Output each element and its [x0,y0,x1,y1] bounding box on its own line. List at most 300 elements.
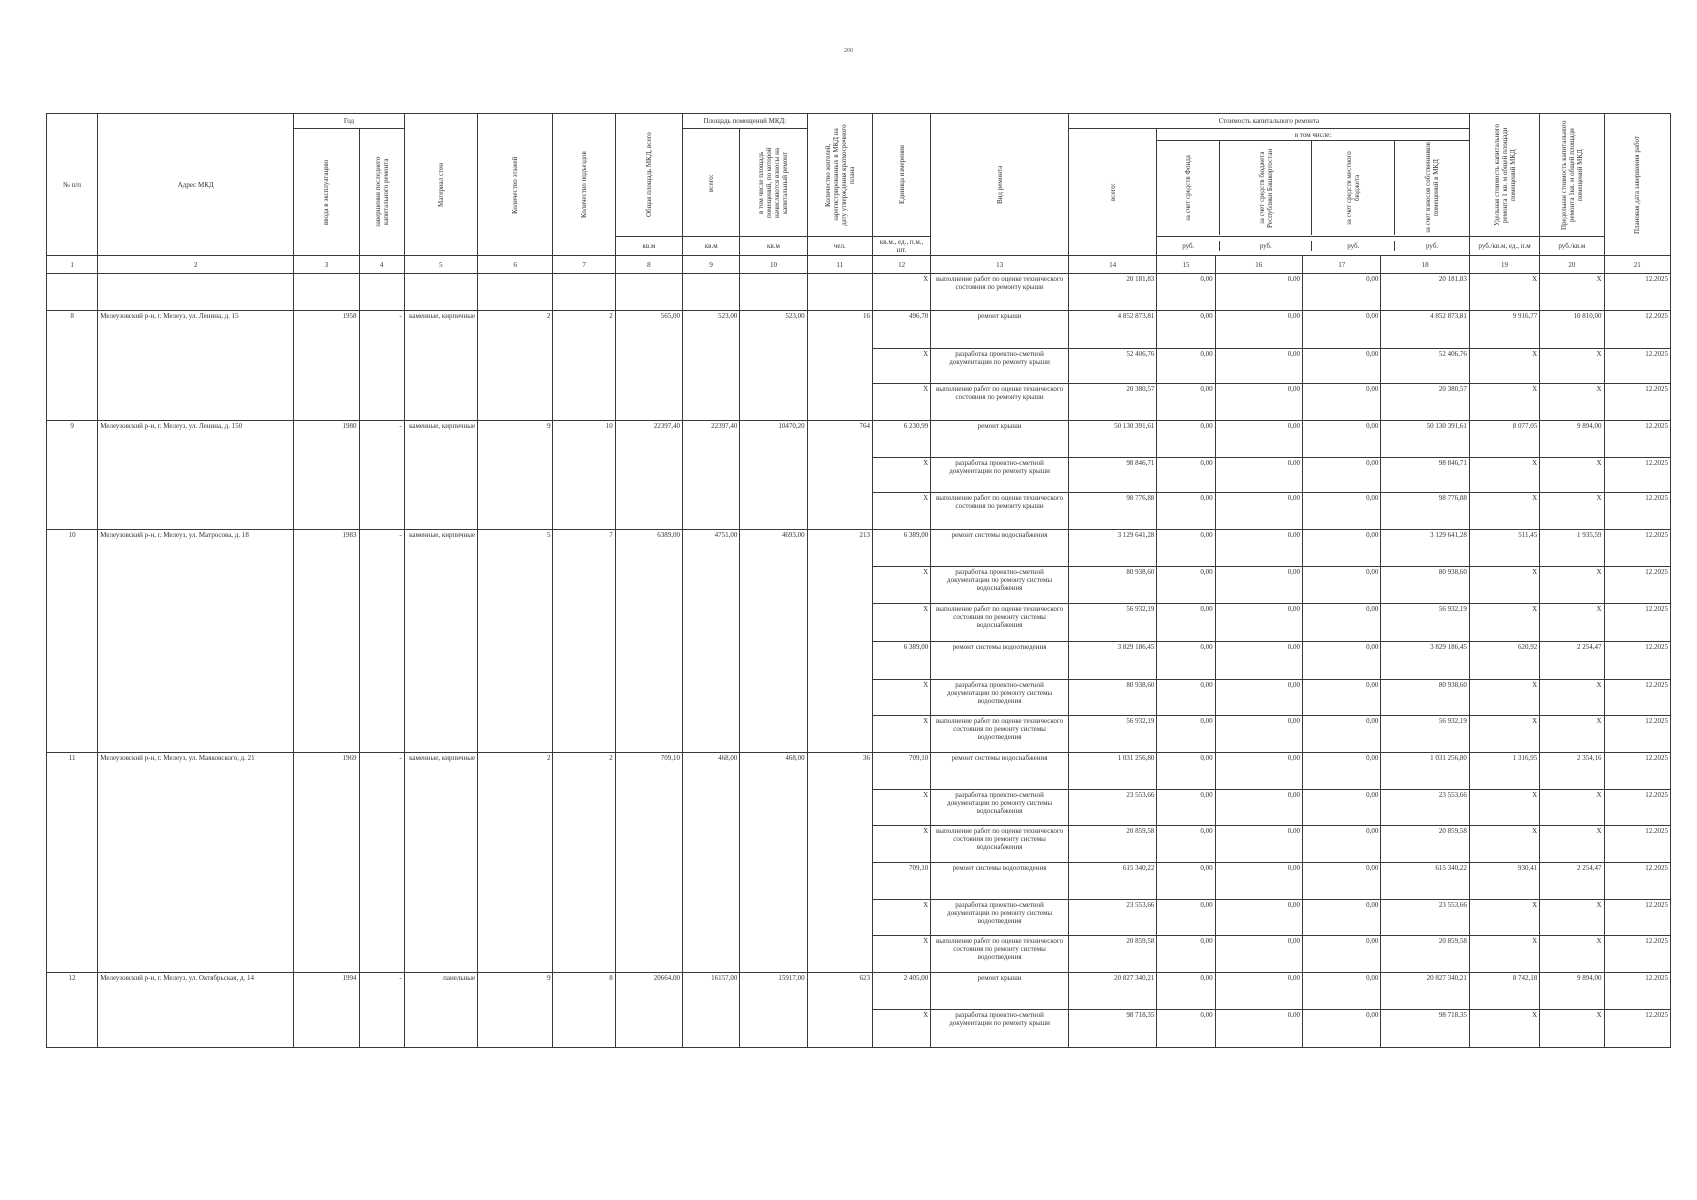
year-commission-cell [294,790,359,826]
unit-cost-cell: 930,41 [1469,863,1539,900]
table-row [47,716,1671,753]
floors-cell [478,790,553,826]
year-last-repair-cell [359,900,404,936]
year-last-repair-cell [359,384,404,421]
wall-material-cell [404,567,477,604]
cost-owners-cell: 50 130 391,61 [1381,421,1469,458]
cost-budget-rb-cell: 0,00 [1215,493,1302,530]
header-fund: за счет средств Фонда [1157,141,1220,235]
max-cost-cell: X [1540,349,1604,384]
column-number: 15 [1157,256,1215,274]
cost-budget-rb-cell: 0,00 [1215,936,1302,973]
work-type-cell: ремонт крыши [931,421,1069,458]
cost-local-cell: 0,00 [1303,900,1381,936]
wall-material-cell [404,790,477,826]
premises-total-cell [683,1010,740,1048]
max-cost-cell: 10 810,00 [1540,311,1604,349]
floors-cell [478,1010,553,1048]
total-area-cell [615,384,682,421]
cost-fund-cell: 0,00 [1157,311,1215,349]
year-last-repair-cell [359,680,404,716]
premises-total-cell [683,384,740,421]
entrances-cell [553,642,615,680]
cost-local-cell: 0,00 [1303,642,1381,680]
table-row [47,530,1671,567]
unit-cell: руб./кв.м [1540,237,1604,256]
quantity-cell: 6 230,99 [872,421,930,458]
residents-cell [807,604,872,642]
work-type-cell: выполнение работ по оценке технического состояния по ремонту системы водоотведения [931,936,1069,973]
cost-total-cell: 615 340,22 [1068,863,1156,900]
header-incl: в том числе: [1157,131,1469,141]
cost-total-cell: 80 938,60 [1068,680,1156,716]
work-type-cell: разработка проектно-сметной документации по ремонту крыши [931,458,1069,493]
cost-local-cell: 0,00 [1303,421,1381,458]
address-cell [98,936,294,973]
entrances-cell: 8 [553,973,615,1010]
unit-cost-cell: X [1469,1010,1539,1048]
wall-material-cell: панельные [404,973,477,1010]
header-local-budget: за счет средств местного бюджета [1312,141,1395,235]
address-cell [98,863,294,900]
residents-cell [807,716,872,753]
quantity-cell: 709,10 [872,753,930,790]
entrances-cell [553,493,615,530]
residents-cell [807,274,872,311]
entrances-cell [553,349,615,384]
cost-budget-rb-cell: 0,00 [1215,567,1302,604]
address-cell [98,900,294,936]
cost-owners-cell: 98 718,35 [1381,1010,1469,1048]
premises-contrib-cell: 15917,00 [740,973,807,1010]
max-cost-cell: 9 894,00 [1540,421,1604,458]
max-cost-cell: X [1540,936,1604,973]
cost-local-cell: 0,00 [1303,826,1381,863]
work-type-cell: выполнение работ по оценке технического состояния по ремонту системы водоснабжения [931,604,1069,642]
row-number [47,567,98,604]
cost-owners-cell: 20 181,83 [1381,274,1469,311]
quantity-cell: X [872,826,930,863]
unit-cell: кв.м [615,237,682,256]
residents-cell: 16 [807,311,872,349]
wall-material-cell [404,716,477,753]
max-cost-cell: 9 894,00 [1540,973,1604,1010]
year-commission-cell [294,1010,359,1048]
entrances-cell [553,1010,615,1048]
total-area-cell [615,274,682,311]
cost-owners-cell: 23 553,66 [1381,900,1469,936]
premises-total-cell [683,493,740,530]
floors-cell [478,458,553,493]
unit-cost-cell: X [1469,680,1539,716]
floors-cell [478,716,553,753]
cost-fund-cell: 0,00 [1157,349,1215,384]
residents-cell [807,567,872,604]
header-premises-total: всего: [683,129,740,237]
cost-owners-cell: 20 380,57 [1381,384,1469,421]
floors-cell [478,826,553,863]
table-row [47,642,1671,680]
work-type-cell: ремонт системы водоотведения [931,863,1069,900]
year-commission-cell [294,900,359,936]
cost-total-cell: 98 846,71 [1068,458,1156,493]
header-year: Год [294,114,405,129]
entrances-cell [553,274,615,311]
header-floors: Количество этажей [478,114,553,256]
premises-total-cell [683,900,740,936]
row-number [47,642,98,680]
cost-fund-cell: 0,00 [1157,567,1215,604]
header-premises-contrib: в том числе площадь помещений, по которой начисляются взносы на капитальный ремонт [740,129,807,237]
cost-total-cell: 20 181,83 [1068,274,1156,311]
premises-contrib-cell [740,680,807,716]
wall-material-cell [404,936,477,973]
wall-material-cell: каменные, кирпичные [404,753,477,790]
premises-total-cell: 4751,00 [683,530,740,567]
cost-total-cell: 80 938,60 [1068,567,1156,604]
table-row [47,384,1671,421]
floors-cell [478,900,553,936]
cost-local-cell: 0,00 [1303,311,1381,349]
year-commission-cell [294,274,359,311]
cost-fund-cell: 0,00 [1157,642,1215,680]
floors-cell [478,384,553,421]
cost-owners-cell: 20 859,58 [1381,826,1469,863]
quantity-cell: 6 389,00 [872,642,930,680]
wall-material-cell [404,1010,477,1048]
year-last-repair-cell: - [359,421,404,458]
premises-total-cell: 16157,00 [683,973,740,1010]
cost-fund-cell: 0,00 [1157,274,1215,311]
year-last-repair-cell [359,604,404,642]
floors-cell: 9 [478,973,553,1010]
floors-cell [478,642,553,680]
column-number: 1 [47,256,98,274]
cost-budget-rb-cell: 0,00 [1215,753,1302,790]
row-number [47,493,98,530]
quantity-cell: 709,10 [872,863,930,900]
wall-material-cell [404,384,477,421]
total-area-cell: 709,10 [615,753,682,790]
cost-total-cell: 20 859,58 [1068,936,1156,973]
premises-total-cell: 523,00 [683,311,740,349]
cost-owners-cell: 56 932,19 [1381,716,1469,753]
total-area-cell [615,1010,682,1048]
max-cost-cell: X [1540,604,1604,642]
deadline-cell: 12.2025 [1604,680,1670,716]
max-cost-cell: X [1540,900,1604,936]
premises-contrib-cell [740,349,807,384]
floors-cell [478,863,553,900]
premises-total-cell [683,716,740,753]
address-cell: Мелеузовский р-н, г. Мелеуз, ул. Октябрьская, д. 14 [98,973,294,1010]
cost-fund-cell: 0,00 [1157,458,1215,493]
premises-contrib-cell: 523,00 [740,311,807,349]
total-area-cell [615,349,682,384]
unit-cost-cell: X [1469,349,1539,384]
year-last-repair-cell [359,274,404,311]
cost-total-cell: 3 129 641,28 [1068,530,1156,567]
residents-cell [807,642,872,680]
max-cost-cell: 1 935,59 [1540,530,1604,567]
max-cost-cell: X [1540,458,1604,493]
premises-contrib-cell [740,826,807,863]
header-wall-material: Материал стен [404,114,477,256]
entrances-cell [553,790,615,826]
deadline-cell: 12.2025 [1604,753,1670,790]
residents-cell: 623 [807,973,872,1010]
residents-cell: 213 [807,530,872,567]
column-number: 4 [359,256,404,274]
unit-cell: руб. [1426,242,1439,250]
cost-fund-cell: 0,00 [1157,826,1215,863]
total-area-cell: 20664,00 [615,973,682,1010]
max-cost-cell: X [1540,567,1604,604]
row-number [47,349,98,384]
quantity-cell: X [872,458,930,493]
cost-budget-rb-cell: 0,00 [1215,274,1302,311]
column-number: 19 [1469,256,1539,274]
cost-owners-cell: 1 031 256,80 [1381,753,1469,790]
unit-cost-cell: 511,45 [1469,530,1539,567]
cost-owners-cell: 80 938,60 [1381,567,1469,604]
year-commission-cell: 1969 [294,753,359,790]
max-cost-cell: 2 354,16 [1540,753,1604,790]
unit-cell: руб. [1220,241,1312,251]
deadline-cell: 12.2025 [1604,973,1670,1010]
cost-total-cell: 1 031 256,80 [1068,753,1156,790]
column-number: 21 [1604,256,1670,274]
max-cost-cell: 2 254,47 [1540,863,1604,900]
address-cell [98,349,294,384]
max-cost-cell: X [1540,680,1604,716]
column-number: 20 [1540,256,1604,274]
year-commission-cell [294,936,359,973]
address-cell [98,458,294,493]
quantity-cell: X [872,716,930,753]
cost-local-cell: 0,00 [1303,349,1381,384]
premises-total-cell [683,790,740,826]
table-row [47,863,1671,900]
residents-cell [807,790,872,826]
row-number [47,604,98,642]
residents-cell [807,936,872,973]
year-commission-cell [294,493,359,530]
row-number [47,900,98,936]
work-type-cell: выполнение работ по оценке технического состояния по ремонту системы водоснабжения [931,826,1069,863]
column-number: 2 [98,256,294,274]
quantity-cell: X [872,790,930,826]
unit-cost-cell: X [1469,716,1539,753]
header-max-cost: Предельная стоимость капитального ремонта 1кв. м общей площади помещений МКД [1540,114,1604,237]
quantity-cell: X [872,1010,930,1048]
header-work-type: Вид ремонта [931,114,1069,256]
cost-budget-rb-cell: 0,00 [1215,604,1302,642]
cost-budget-rb-cell: 0,00 [1215,826,1302,863]
total-area-cell [615,680,682,716]
row-number [47,716,98,753]
cost-fund-cell: 0,00 [1157,384,1215,421]
residents-cell [807,349,872,384]
row-number [47,458,98,493]
unit-cell: кв.м [740,237,807,256]
unit-cell: руб. [1312,241,1395,251]
premises-total-cell [683,680,740,716]
deadline-cell: 12.2025 [1604,826,1670,863]
unit-cell: кв.м., ед., п.м., шт. [872,237,930,256]
year-commission-cell [294,567,359,604]
quantity-cell: 2 405,00 [872,973,930,1010]
total-area-cell [615,826,682,863]
work-type-cell: ремонт крыши [931,311,1069,349]
max-cost-cell: X [1540,384,1604,421]
total-area-cell: 22397,40 [615,421,682,458]
premises-contrib-cell [740,604,807,642]
premises-contrib-cell [740,567,807,604]
total-area-cell [615,642,682,680]
max-cost-cell: X [1540,716,1604,753]
header-residents: Количество жителей, зарегистрированных в МКД на дату утверждения краткосрочного плана [807,114,872,237]
premises-total-cell: 468,00 [683,753,740,790]
year-last-repair-cell: - [359,530,404,567]
total-area-cell [615,458,682,493]
column-number: 5 [404,256,477,274]
header-entrances: Количество подъездов [553,114,615,256]
header-total-area: Общая площадь МКД, всего [615,114,682,237]
column-number: 17 [1303,256,1381,274]
year-commission-cell [294,642,359,680]
table-row [47,311,1671,349]
cost-total-cell: 56 932,19 [1068,604,1156,642]
cost-total-cell: 3 829 186,45 [1068,642,1156,680]
year-last-repair-cell [359,716,404,753]
cost-fund-cell: 0,00 [1157,493,1215,530]
premises-total-cell [683,826,740,863]
year-commission-cell: 1980 [294,421,359,458]
unit-cost-cell: 9 916,77 [1469,311,1539,349]
unit-cost-cell: 8 077,05 [1469,421,1539,458]
year-commission-cell: 1994 [294,973,359,1010]
entrances-cell: 7 [553,530,615,567]
row-number: 11 [47,753,98,790]
cost-budget-rb-cell: 0,00 [1215,421,1302,458]
year-last-repair-cell [359,790,404,826]
address-cell: Мелеузовский р-н, г. Мелеуз, ул. Матросова, д. 18 [98,530,294,567]
quantity-cell: X [872,936,930,973]
quantity-cell: X [872,680,930,716]
max-cost-cell: X [1540,274,1604,311]
cost-local-cell: 0,00 [1303,530,1381,567]
year-last-repair-cell [359,458,404,493]
cost-local-cell: 0,00 [1303,936,1381,973]
address-cell [98,790,294,826]
cost-local-cell: 0,00 [1303,790,1381,826]
table-row [47,274,1671,311]
work-type-cell: ремонт системы водоотведения [931,642,1069,680]
quantity-cell: X [872,274,930,311]
deadline-cell: 12.2025 [1604,493,1670,530]
deadline-cell: 12.2025 [1604,1010,1670,1048]
premises-contrib-cell: 4693,00 [740,530,807,567]
row-number [47,680,98,716]
deadline-cell: 12.2025 [1604,421,1670,458]
cost-budget-rb-cell: 0,00 [1215,384,1302,421]
cost-fund-cell: 0,00 [1157,604,1215,642]
row-number [47,863,98,900]
unit-cost-cell: 1 316,95 [1469,753,1539,790]
entrances-cell [553,826,615,863]
address-cell [98,493,294,530]
premises-contrib-cell [740,384,807,421]
unit-cost-cell: X [1469,567,1539,604]
cost-local-cell: 0,00 [1303,863,1381,900]
total-area-cell: 6389,00 [615,530,682,567]
total-area-cell [615,716,682,753]
column-number: 16 [1215,256,1302,274]
quantity-cell: 496,70 [872,311,930,349]
quantity-cell: X [872,567,930,604]
table-row [47,900,1671,936]
row-number [47,936,98,973]
cost-total-cell: 4 852 873,81 [1068,311,1156,349]
premises-contrib-cell [740,274,807,311]
cost-budget-rb-cell: 0,00 [1215,900,1302,936]
wall-material-cell [404,274,477,311]
header-premises-area: Площадь помещений МКД: [683,114,808,129]
deadline-cell: 12.2025 [1604,936,1670,973]
header-year-last-repair: завершения последнего капитального ремонта [359,129,404,256]
column-number: 11 [807,256,872,274]
entrances-cell [553,604,615,642]
residents-cell [807,384,872,421]
quantity-cell: X [872,900,930,936]
header-deadline: Плановая дата завершения работ [1604,114,1670,256]
cost-owners-cell: 80 938,60 [1381,680,1469,716]
deadline-cell: 12.2025 [1604,274,1670,311]
floors-cell [478,349,553,384]
table-row [47,753,1671,790]
cost-local-cell: 0,00 [1303,973,1381,1010]
column-number: 8 [615,256,682,274]
wall-material-cell: каменные, кирпичные [404,421,477,458]
residents-cell [807,1010,872,1048]
residents-cell [807,680,872,716]
row-number [47,1010,98,1048]
work-type-cell: разработка проектно-сметной документации по ремонту системы водоснабжения [931,790,1069,826]
cost-owners-cell: 20 859,58 [1381,936,1469,973]
address-cell [98,274,294,311]
row-number: 10 [47,530,98,567]
cost-owners-cell: 3 829 186,45 [1381,642,1469,680]
total-area-cell [615,863,682,900]
column-number: 13 [931,256,1069,274]
table-header [47,114,1671,274]
floors-cell [478,274,553,311]
cost-total-cell: 98 776,88 [1068,493,1156,530]
unit-cost-cell: X [1469,604,1539,642]
cost-owners-cell: 4 852 873,81 [1381,311,1469,349]
total-area-cell [615,936,682,973]
residents-cell [807,458,872,493]
table-row [47,458,1671,493]
quantity-cell: X [872,493,930,530]
deadline-cell: 12.2025 [1604,604,1670,642]
quantity-cell: 6 389,00 [872,530,930,567]
year-commission-cell [294,458,359,493]
cost-budget-rb-cell: 0,00 [1215,863,1302,900]
floors-cell [478,604,553,642]
row-number: 9 [47,421,98,458]
